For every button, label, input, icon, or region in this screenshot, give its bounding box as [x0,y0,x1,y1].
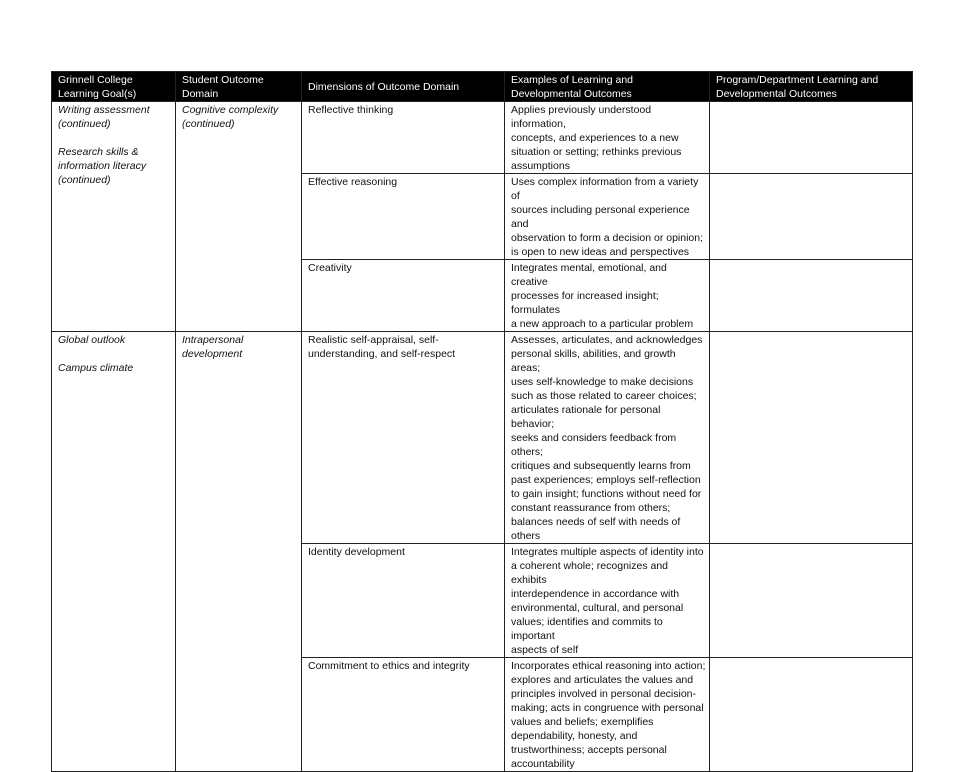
header-text: Student Outcome [182,74,264,86]
dimension-cell: Effective reasoning [302,174,505,260]
header-program-outcomes [710,72,913,102]
example-cell [505,174,710,260]
program-outcome-cell[interactable] [710,260,913,332]
example-cell [505,260,710,332]
example-line: processes for increased insight; formulates [511,290,659,316]
example-line: articulates rationale for personal behavior; [511,404,661,430]
example-line: critiques and subsequently learns from [511,460,691,472]
example-line: assumptions [511,160,570,172]
table-row [52,332,913,544]
example-line: interdependence in accordance with [511,588,680,600]
header-student-outcome-domain [176,72,302,102]
example-line: explores and articulates the values and [511,674,694,686]
dimension-cell: Realistic self-appraisal, self-understanding, and self-respect [302,332,505,544]
example-line: seeks and considers feedback from others; [511,432,677,458]
goal-text: (continued) [58,174,111,186]
example-cell [505,544,710,658]
goal-text: (continued) [58,118,111,130]
example-line: Applies previously understood information, [511,104,652,130]
header-text: Examples of Learning and [511,74,633,86]
example-line: others [511,530,541,542]
dimension-cell: Identity development [302,544,505,658]
header-text: Domain [182,88,219,100]
example-cell [505,658,710,772]
example-line: is open to new ideas and perspectives [511,246,690,258]
example-line: such as those related to career choices; [511,390,697,402]
domain-text: Intrapersonal [182,334,244,346]
example-line: trustworthiness; accepts personal [511,744,667,756]
header-text: Developmental Outcomes [511,88,632,100]
example-line: past experiences; employs self-reflection [511,474,701,486]
goal-spacer [58,347,172,361]
example-line: Integrates multiple aspects of identity into [511,546,704,558]
goal-spacer [58,131,172,145]
goal-text: Writing assessment [58,104,150,116]
example-line: aspects of self [511,644,579,656]
header-text: Developmental Outcomes [716,88,837,100]
domain-text: development [182,348,243,360]
learning-goals-cell [52,102,176,332]
example-line: Uses complex information from a variety of [511,176,699,202]
example-line: Assesses, articulates, and acknowledges [511,334,703,346]
example-line: principles involved in personal decision- [511,688,697,700]
example-line: observation to form a decision or opinion; [511,232,704,244]
header-text: Dimensions of Outcome Domain [308,81,460,93]
example-line: situation or setting; rethinks previous [511,146,682,158]
goal-text: Global outlook [58,334,126,346]
example-cell [505,102,710,174]
example-line: balances needs of self with needs of [511,516,681,528]
outcomes-table [51,71,913,772]
example-line: dependability, honesty, and [511,730,638,742]
dimension-cell: Reflective thinking [302,102,505,174]
example-line: uses self-knowledge to make decisions [511,376,694,388]
goal-text: information literacy [58,160,147,172]
example-line: Integrates mental, emotional, and creative [511,262,667,288]
header-row [52,72,913,102]
learning-goals-cell [52,332,176,772]
header-learning-goals [52,72,176,102]
goal-text: Campus climate [58,362,134,374]
example-line: accountability [511,758,575,770]
example-line: a coherent whole; recognizes and exhibits [511,560,669,586]
dimension-cell: Creativity [302,260,505,332]
example-line: Incorporates ethical reasoning into action; [511,660,706,672]
header-dimensions [302,72,505,102]
header-text: Program/Department Learning and [716,74,879,86]
example-line: a new approach to a particular problem [511,318,694,330]
program-outcome-cell[interactable] [710,102,913,174]
domain-text: Cognitive complexity [182,104,279,116]
example-line: environmental, cultural, and personal [511,602,684,614]
dimension-cell: Commitment to ethics and integrity [302,658,505,772]
program-outcome-cell[interactable] [710,332,913,544]
goal-text: Research skills & [58,146,139,158]
example-line: concepts, and experiences to a new [511,132,679,144]
header-text: Learning Goal(s) [58,88,137,100]
example-line: sources including personal experience and [511,204,690,230]
example-line: making; acts in congruence with personal [511,702,704,714]
example-line: values and beliefs; exemplifies [511,716,654,728]
example-line: values; identifies and commits to important [511,616,663,642]
header-examples [505,72,710,102]
program-outcome-cell[interactable] [710,544,913,658]
program-outcome-cell[interactable] [710,174,913,260]
domain-text: (continued) [182,118,235,130]
program-outcome-cell[interactable] [710,658,913,772]
example-line: personal skills, abilities, and growth areas; [511,348,676,374]
outcome-domain-cell [176,332,302,772]
example-cell [505,332,710,544]
outcome-domain-cell [176,102,302,332]
example-line: constant reassurance from others; [511,502,671,514]
header-text: Grinnell College [58,74,133,86]
table-row [52,102,913,174]
example-line: to gain insight; functions without need for [511,488,702,500]
